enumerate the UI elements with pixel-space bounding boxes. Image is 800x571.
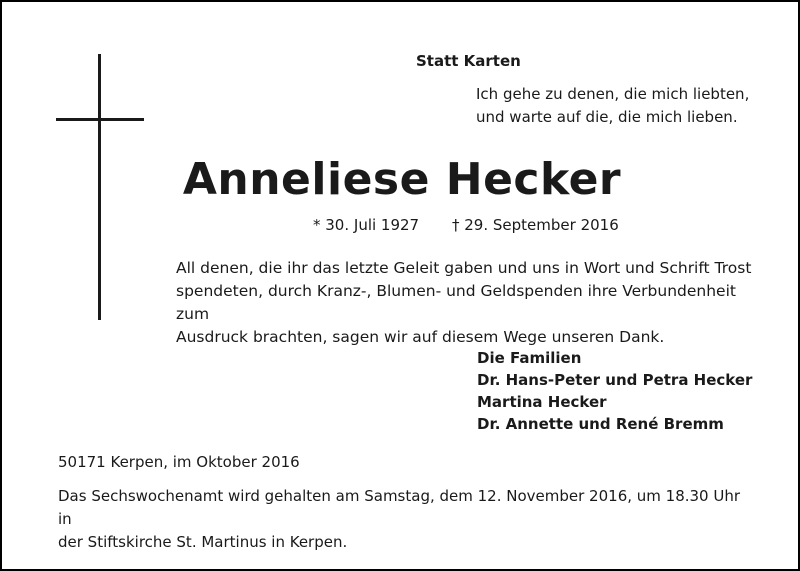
deceased-name: Anneliese Hecker [182, 154, 622, 205]
mass-line-1: Das Sechswochenamt wird gehalten am Samstag, dem 12. November 2016, um 18.30 Uhr in [58, 487, 741, 528]
thanks-paragraph [176, 257, 756, 349]
signatory-line: Martina Hecker [477, 393, 607, 411]
death-date: † 29. September 2016 [452, 216, 619, 234]
cross-horizontal-bar [56, 118, 144, 121]
thanks-line-3: Ausdruck brachten, sagen wir auf diesem Wege unseren Dank. [176, 328, 665, 346]
motto-line-1: Ich gehe zu denen, die mich liebten, [476, 85, 750, 103]
signatory-line: Dr. Annette und René Bremm [477, 415, 724, 433]
place-date: 50171 Kerpen, im Oktober 2016 [58, 453, 300, 471]
thanks-line-1: All denen, die ihr das letzte Geleit gaben und uns in Wort und Schrift Trost [176, 259, 752, 277]
memorial-mass-info [58, 485, 758, 554]
statt-karten-heading: Statt Karten [416, 52, 521, 70]
motto-verse [476, 83, 749, 129]
birth-date: * 30. Juli 1927 [313, 216, 420, 234]
thanks-line-2: spendeten, durch Kranz-, Blumen- und Geldspenden ihre Verbundenheit zum [176, 282, 736, 323]
signatory-line: Die Familien [477, 349, 582, 367]
signatory-line: Dr. Hans-Peter und Petra Hecker [477, 371, 753, 389]
mass-line-2: der Stiftskirche St. Martinus in Kerpen. [58, 533, 348, 551]
motto-line-2: und warte auf die, die mich lieben. [476, 108, 738, 126]
signatories-block [477, 347, 752, 435]
